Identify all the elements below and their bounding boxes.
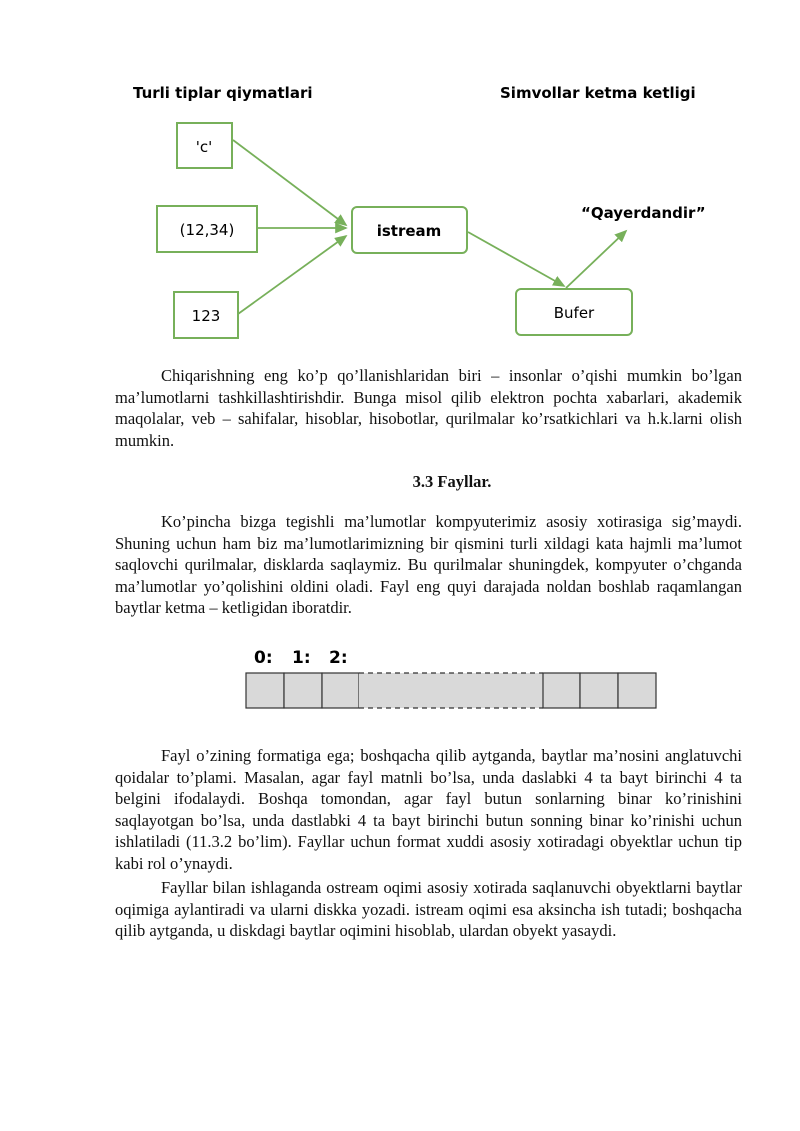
buffer-label: Bufer <box>553 304 595 322</box>
input-box-pair <box>157 206 257 252</box>
section-heading-text: 3.3 Fayllar. <box>412 472 492 491</box>
byte-gap-fill <box>359 673 543 708</box>
byte-cell <box>284 673 322 708</box>
section-heading <box>0 472 800 492</box>
byte-cell <box>322 673 359 708</box>
byte-cell <box>580 673 618 708</box>
input-int-label: 123 <box>191 307 221 325</box>
istream-label: istream <box>376 222 442 240</box>
input-pair-label: (12,34) <box>179 221 235 239</box>
arrow-buffer-to-output <box>566 231 626 288</box>
paragraph-output-usage: Chiqarishning eng ko’p qo’llanishlaridan biri – insonlar o’qishi mumkin bo’lgan ma’lumotlarni tashkillashtirishdir. Bunga misol qilib elektron pochta xabarlari, akademik maqolalar, veb – sahifalar, hisoblar, hisobotlar, qurilmalar ko’rsatkichlari va h.k.larni olish mumkin. <box>115 366 742 450</box>
output-label: “Qayerdandir” <box>581 204 706 222</box>
input-char-label: 'c' <box>195 138 213 156</box>
byte-cell <box>543 673 580 708</box>
byte-index-2: 2: <box>329 648 348 668</box>
byte-index-1: 1: <box>292 648 311 668</box>
paragraph-file-format: Fayl o’zining formatiga ega; boshqacha qilib aytganda, baytlar ma’nosini anglatuvchi qoidalar to’plami. Masalan, agar fayl matnli bo’lsa, unda daslabki 4 ta bayt birinchi 4 ta belgini ifodalaydi. Boshqa tomondan, agar fayl butun sonlarning binar ko’rinishini saqlayotgan bo’lsa, unda dastlabki 4 ta bayt birinchi butun sonning binar ko’rinishi uchun ishlatiladi (11.3.2 bo’lim). Fayllar uchun format xuddi asosiy xotiradagi obyektlar uchun tip kabi rol o’ynaydi. <box>115 746 742 873</box>
paragraph-streams: Fayllar bilan ishlaganda ostream oqimi asosiy xotirada saqlanuvchi obyektlarni baytlar oqimiga aylantiradi va ularni diskka yozadi. istream oqimi esa aksincha ish tutadi; boshqacha qilib aytganda, u diskdagi baytlar oqimini hisoblab, ulardan obyekt yasaydi. <box>115 878 742 940</box>
paragraph-files-intro: Ko’pincha bizga tegishli ma’lumotlar kompyuterimiz asosiy xotirasiga sig’maydi. Shuning uchun ham biz ma’lumotlarimizning bir qismini turli xildagi kata hajmli ma’lumot saqlovchi qurilmalar, disklarda saqlaymiz. Bu qurilmalar shuningdek, kompyuter o’chganda ma’lumotlar yo’qolishini oldini oladi. Fayl eng quyi darajada noldan boshlab raqamlangan baytlar ketma – ketligidan iboratdir. <box>115 512 742 617</box>
byte-cell <box>246 673 284 708</box>
input-box-int <box>174 292 238 338</box>
diagram-left-title: Turli tiplar qiymatlari <box>133 84 313 102</box>
byte-cell <box>618 673 656 708</box>
byte-index-0: 0: <box>254 648 273 668</box>
buffer-box <box>516 289 632 335</box>
byte-sequence-figure <box>246 648 656 708</box>
diagram-right-title: Simvollar ketma ketligi <box>500 84 696 102</box>
arrow-istream-to-buffer <box>468 232 564 286</box>
istream-box <box>352 207 467 253</box>
input-box-char <box>177 123 232 168</box>
